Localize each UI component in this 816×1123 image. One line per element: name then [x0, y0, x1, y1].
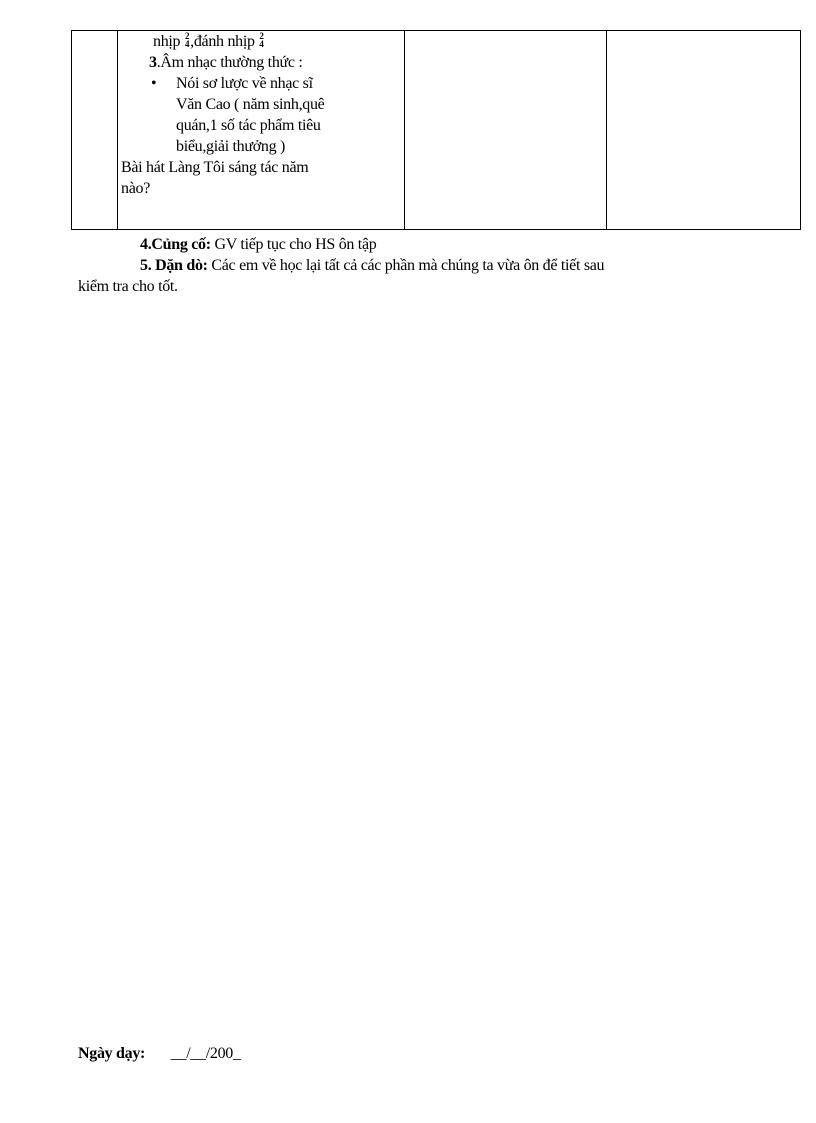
bullet-line: quán,1 số tác phẩm tiêu [176, 117, 321, 134]
teaching-date-value: __/__/200_ [170, 1045, 241, 1062]
teaching-date-label: Ngày dạy: [78, 1045, 146, 1062]
time-signature-fraction: 2 4 [259, 31, 264, 50]
section-3-heading: 3.Âm nhạc thường thức : [149, 54, 303, 71]
bullet-line: Văn Cao ( năm sinh,quê [176, 96, 325, 113]
teaching-date [78, 1044, 241, 1064]
table-cell-blank-mid [405, 31, 607, 230]
bullet-line: Nói sơ lược về nhạc sĩ [176, 75, 313, 92]
closing-sections [78, 234, 778, 297]
rhythm-text: ,đánh nhịp [190, 33, 255, 50]
table-cell-blank-left [72, 31, 118, 230]
section-5-label: 5. Dặn dò: [140, 257, 208, 274]
lesson-table [71, 30, 801, 230]
table-line-rhythm [121, 31, 400, 52]
question-line: nào? [121, 180, 151, 197]
bullet-icon: • [151, 75, 157, 92]
section-4-text: GV tiếp tục cho HS ôn tập [210, 236, 377, 253]
time-signature-fraction: 2 4 [184, 31, 190, 50]
table-cell-blank-right [607, 31, 801, 230]
section-4 [78, 234, 778, 255]
section-5-continuation: kiểm tra cho tốt. [78, 278, 178, 295]
table-cell-content [118, 31, 405, 230]
section-5-text: Các em về học lại tất cả các phần mà chúng ta vừa ôn để tiết sau [207, 257, 605, 274]
section-4-label: 4.Củng cố: [140, 236, 211, 253]
section-5 [78, 255, 778, 276]
question-line: Bài hát Làng Tôi sáng tác năm [121, 159, 309, 176]
bullet-line: biểu,giải thưởng ) [176, 138, 286, 155]
rhythm-word: nhịp [153, 33, 181, 50]
bullet-item [121, 73, 400, 94]
